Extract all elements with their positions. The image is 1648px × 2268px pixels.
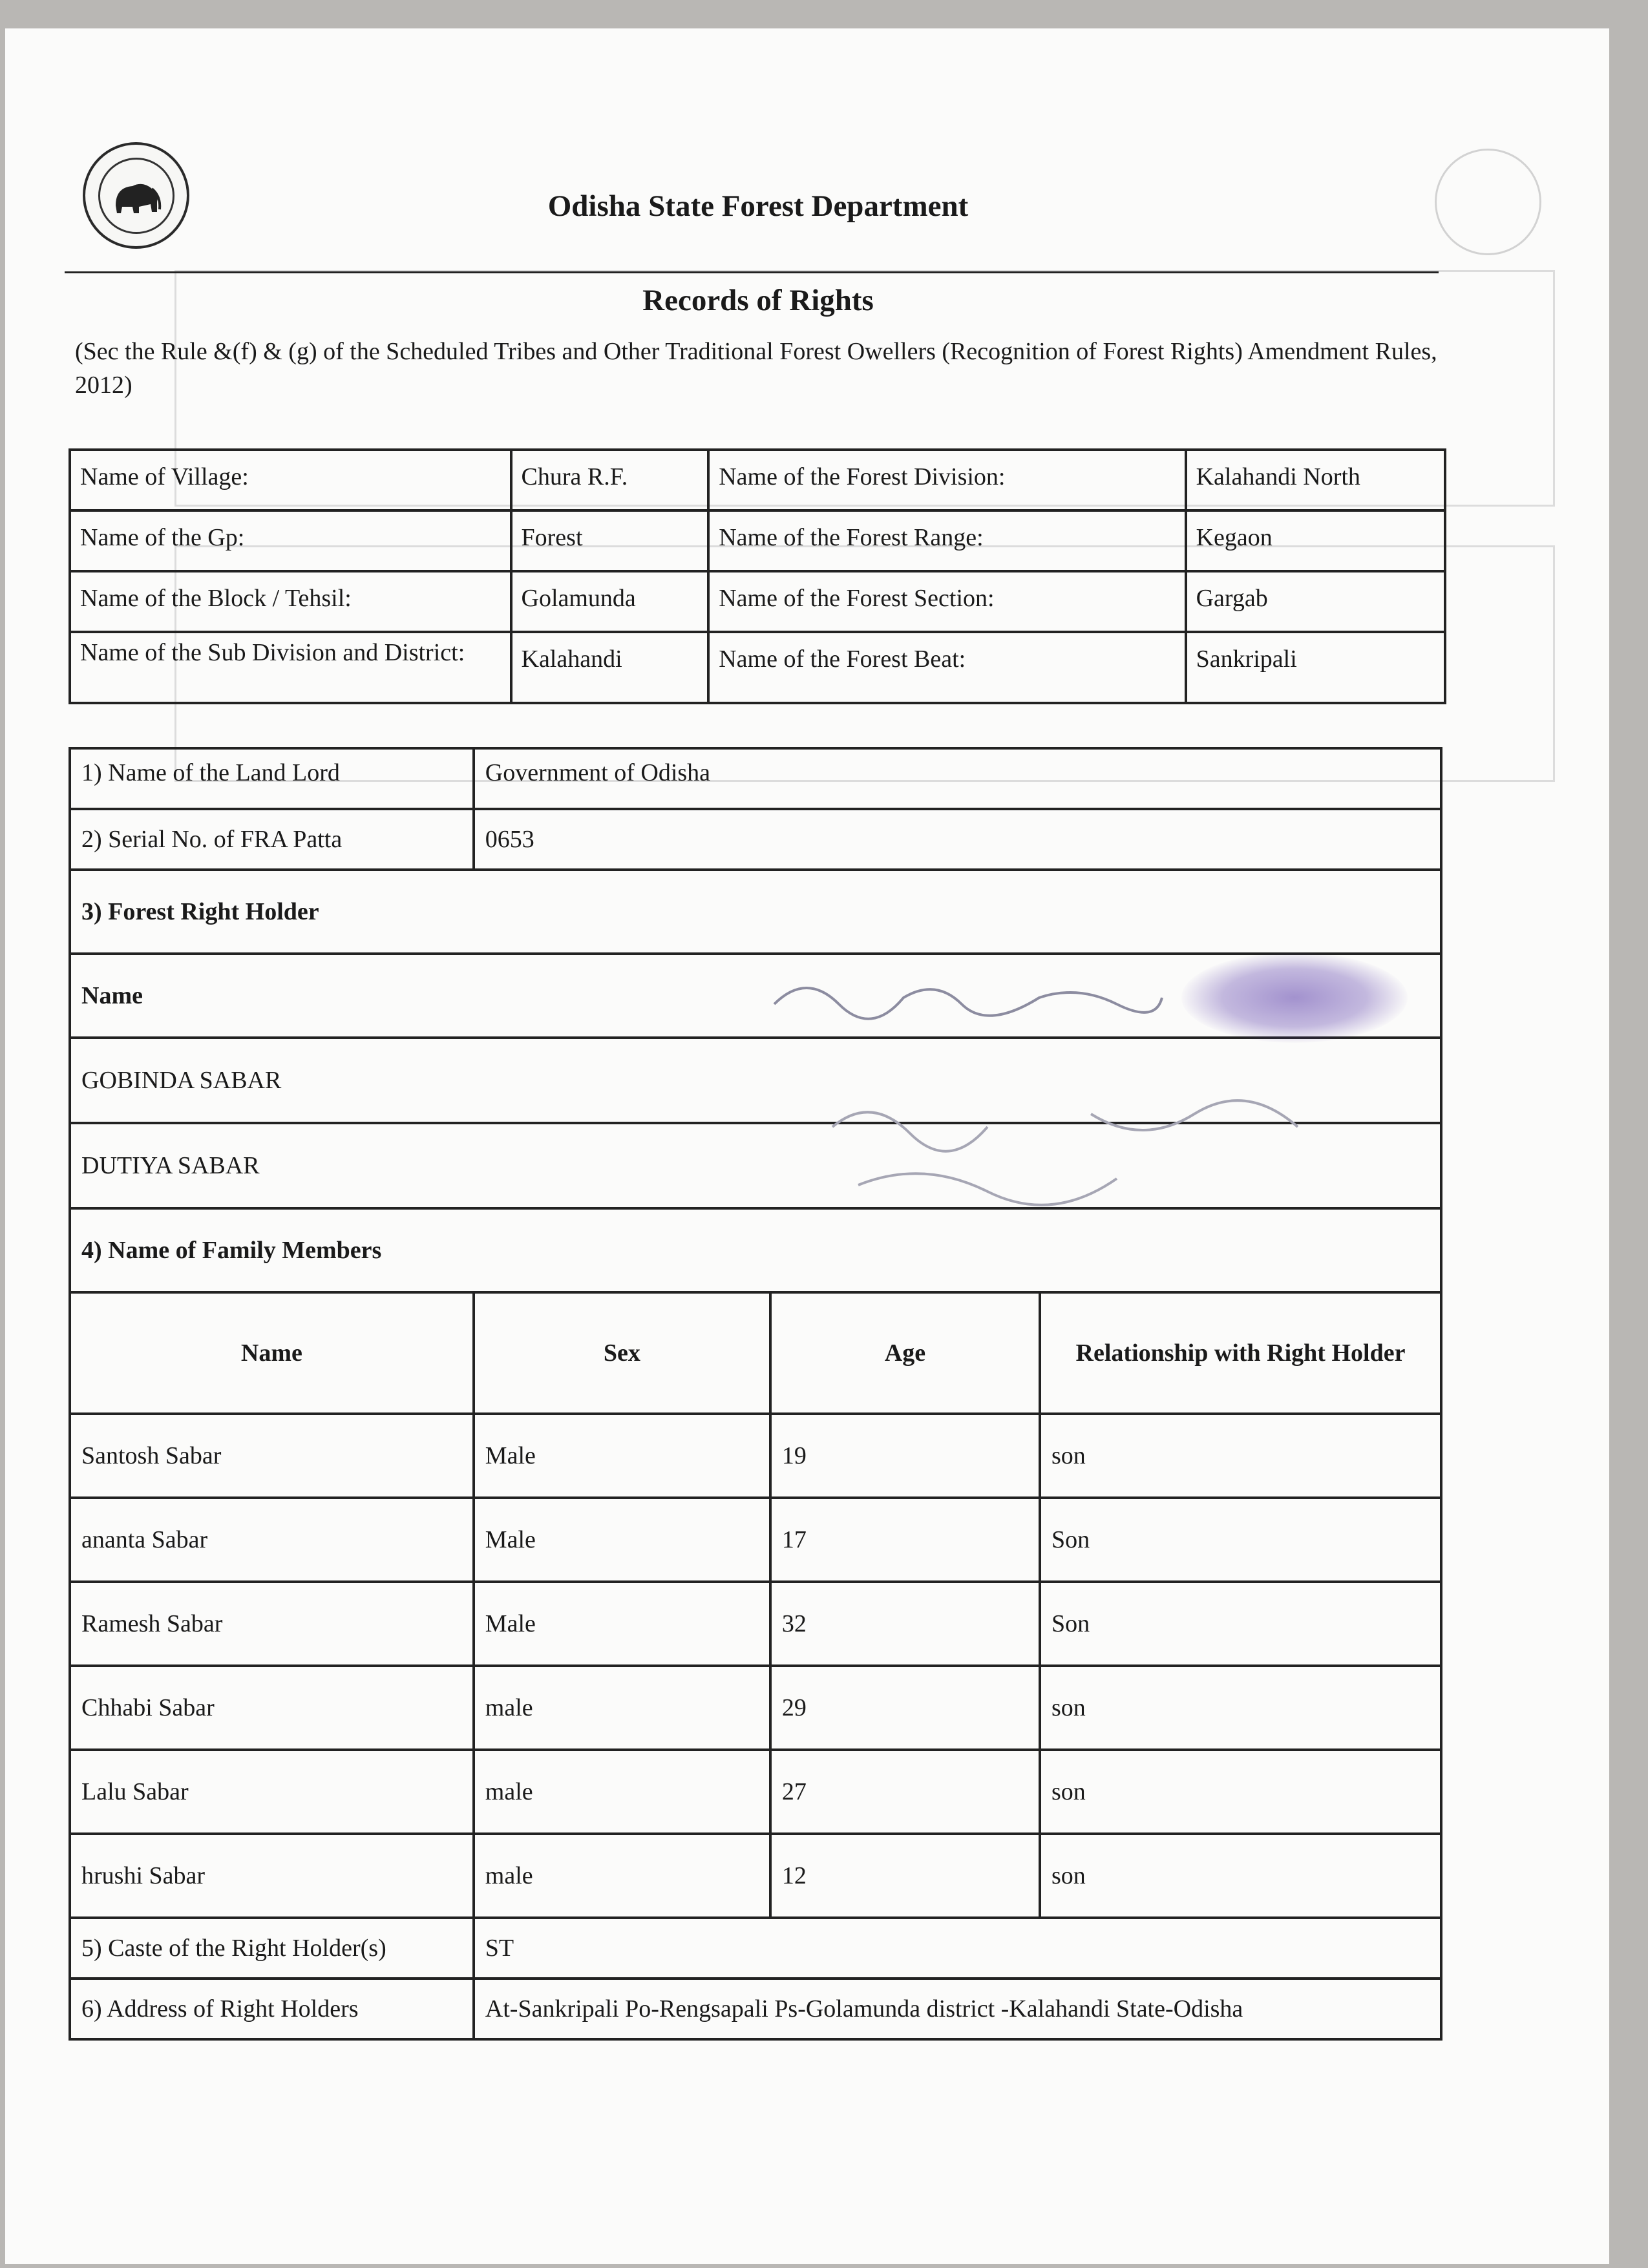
document-page: [5, 28, 1609, 2264]
family-row: [70, 1834, 1441, 1918]
member-sex: Male: [474, 1582, 770, 1666]
forest-right-holder-heading: 3) Forest Right Holder: [70, 870, 1441, 954]
member-relation: son: [1040, 1666, 1441, 1750]
signature-scribble-2: [819, 1088, 1375, 1217]
location-row: [70, 632, 1445, 703]
land-lord-label: 1) Name of the Land Lord: [70, 748, 474, 809]
column-header-sex: Sex: [474, 1292, 770, 1414]
member-relation: Son: [1040, 1498, 1441, 1582]
address-value: At-Sankripali Po-Rengsapali Ps-Golamunda district -Kalahandi State-Odisha: [474, 1979, 1441, 2039]
sub-division-value: Kalahandi: [511, 632, 709, 703]
member-age: 17: [770, 1498, 1040, 1582]
address-label: 6) Address of Right Holders: [70, 1979, 474, 2039]
family-members-heading: 4) Name of Family Members: [70, 1208, 1441, 1292]
member-sex: Male: [474, 1414, 770, 1498]
member-age: 32: [770, 1582, 1040, 1666]
family-row: [70, 1582, 1441, 1666]
block-label: Name of the Block / Tehsil:: [70, 571, 511, 632]
location-table: [69, 448, 1446, 704]
member-age: 19: [770, 1414, 1040, 1498]
serial-label: 2) Serial No. of FRA Patta: [70, 809, 474, 870]
ink-thumbprint-stamp: [1181, 952, 1408, 1043]
member-sex: Male: [474, 1498, 770, 1582]
family-row: [70, 1414, 1441, 1498]
caste-value: ST: [474, 1918, 1441, 1979]
forest-division-label: Name of the Forest Division:: [708, 450, 1185, 510]
holder-name: GOBINDA SABAR: [70, 1038, 1441, 1123]
family-row: [70, 1666, 1441, 1750]
member-name: Chhabi Sabar: [70, 1666, 474, 1750]
column-header-name: Name: [70, 1292, 474, 1414]
gp-label: Name of the Gp:: [70, 510, 511, 571]
forest-section-label: Name of the Forest Section:: [708, 571, 1185, 632]
member-relation: son: [1040, 1750, 1441, 1834]
location-row: [70, 450, 1445, 510]
block-value: Golamunda: [511, 571, 709, 632]
forest-beat-value: Sankripali: [1186, 632, 1445, 703]
member-relation: son: [1040, 1414, 1441, 1498]
signature-scribble: [768, 959, 1168, 1036]
family-row: [70, 1498, 1441, 1582]
record-table: [69, 747, 1442, 2041]
forest-section-value: Gargab: [1186, 571, 1445, 632]
member-name: Ramesh Sabar: [70, 1582, 474, 1666]
forest-division-value: Kalahandi North: [1186, 450, 1445, 510]
header-divider: [65, 271, 1439, 273]
member-name: Santosh Sabar: [70, 1414, 474, 1498]
holder-name-heading: Name: [70, 954, 1441, 1038]
gp-value: Forest: [511, 510, 709, 571]
member-sex: male: [474, 1834, 770, 1918]
member-name: hrushi Sabar: [70, 1834, 474, 1918]
member-sex: male: [474, 1666, 770, 1750]
column-header-age: Age: [770, 1292, 1040, 1414]
forest-beat-label: Name of the Forest Beat:: [708, 632, 1185, 703]
column-header-relationship: Relationship with Right Holder: [1040, 1292, 1441, 1414]
caste-label: 5) Caste of the Right Holder(s): [70, 1918, 474, 1979]
member-age: 27: [770, 1750, 1040, 1834]
land-lord-value: Government of Odisha: [474, 748, 1441, 809]
member-name: Lalu Sabar: [70, 1750, 474, 1834]
location-row: [70, 571, 1445, 632]
rule-reference-note: (Sec the Rule &(f) & (g) of the Scheduled Tribes and Other Traditional Forest Owellers (Recognition of Forest Rights) Amendment Rules, 2012): [75, 338, 1437, 399]
location-row: [70, 510, 1445, 571]
member-age: 12: [770, 1834, 1040, 1918]
member-relation: son: [1040, 1834, 1441, 1918]
holder-name: DUTIYA SABAR: [70, 1123, 1441, 1208]
member-name: ananta Sabar: [70, 1498, 474, 1582]
village-value: Chura R.F.: [511, 450, 709, 510]
forest-range-label: Name of the Forest Range:: [708, 510, 1185, 571]
family-header-row: [70, 1292, 1441, 1414]
member-sex: male: [474, 1750, 770, 1834]
village-label: Name of Village:: [70, 450, 511, 510]
document-title: Records of Rights: [642, 284, 874, 317]
family-row: [70, 1750, 1441, 1834]
department-title: Odisha State Forest Department: [547, 189, 969, 223]
forest-range-value: Kegaon: [1186, 510, 1445, 571]
sub-division-label: Name of the Sub Division and District:: [70, 632, 511, 703]
serial-value: 0653: [474, 809, 1441, 870]
member-relation: Son: [1040, 1582, 1441, 1666]
member-age: 29: [770, 1666, 1040, 1750]
